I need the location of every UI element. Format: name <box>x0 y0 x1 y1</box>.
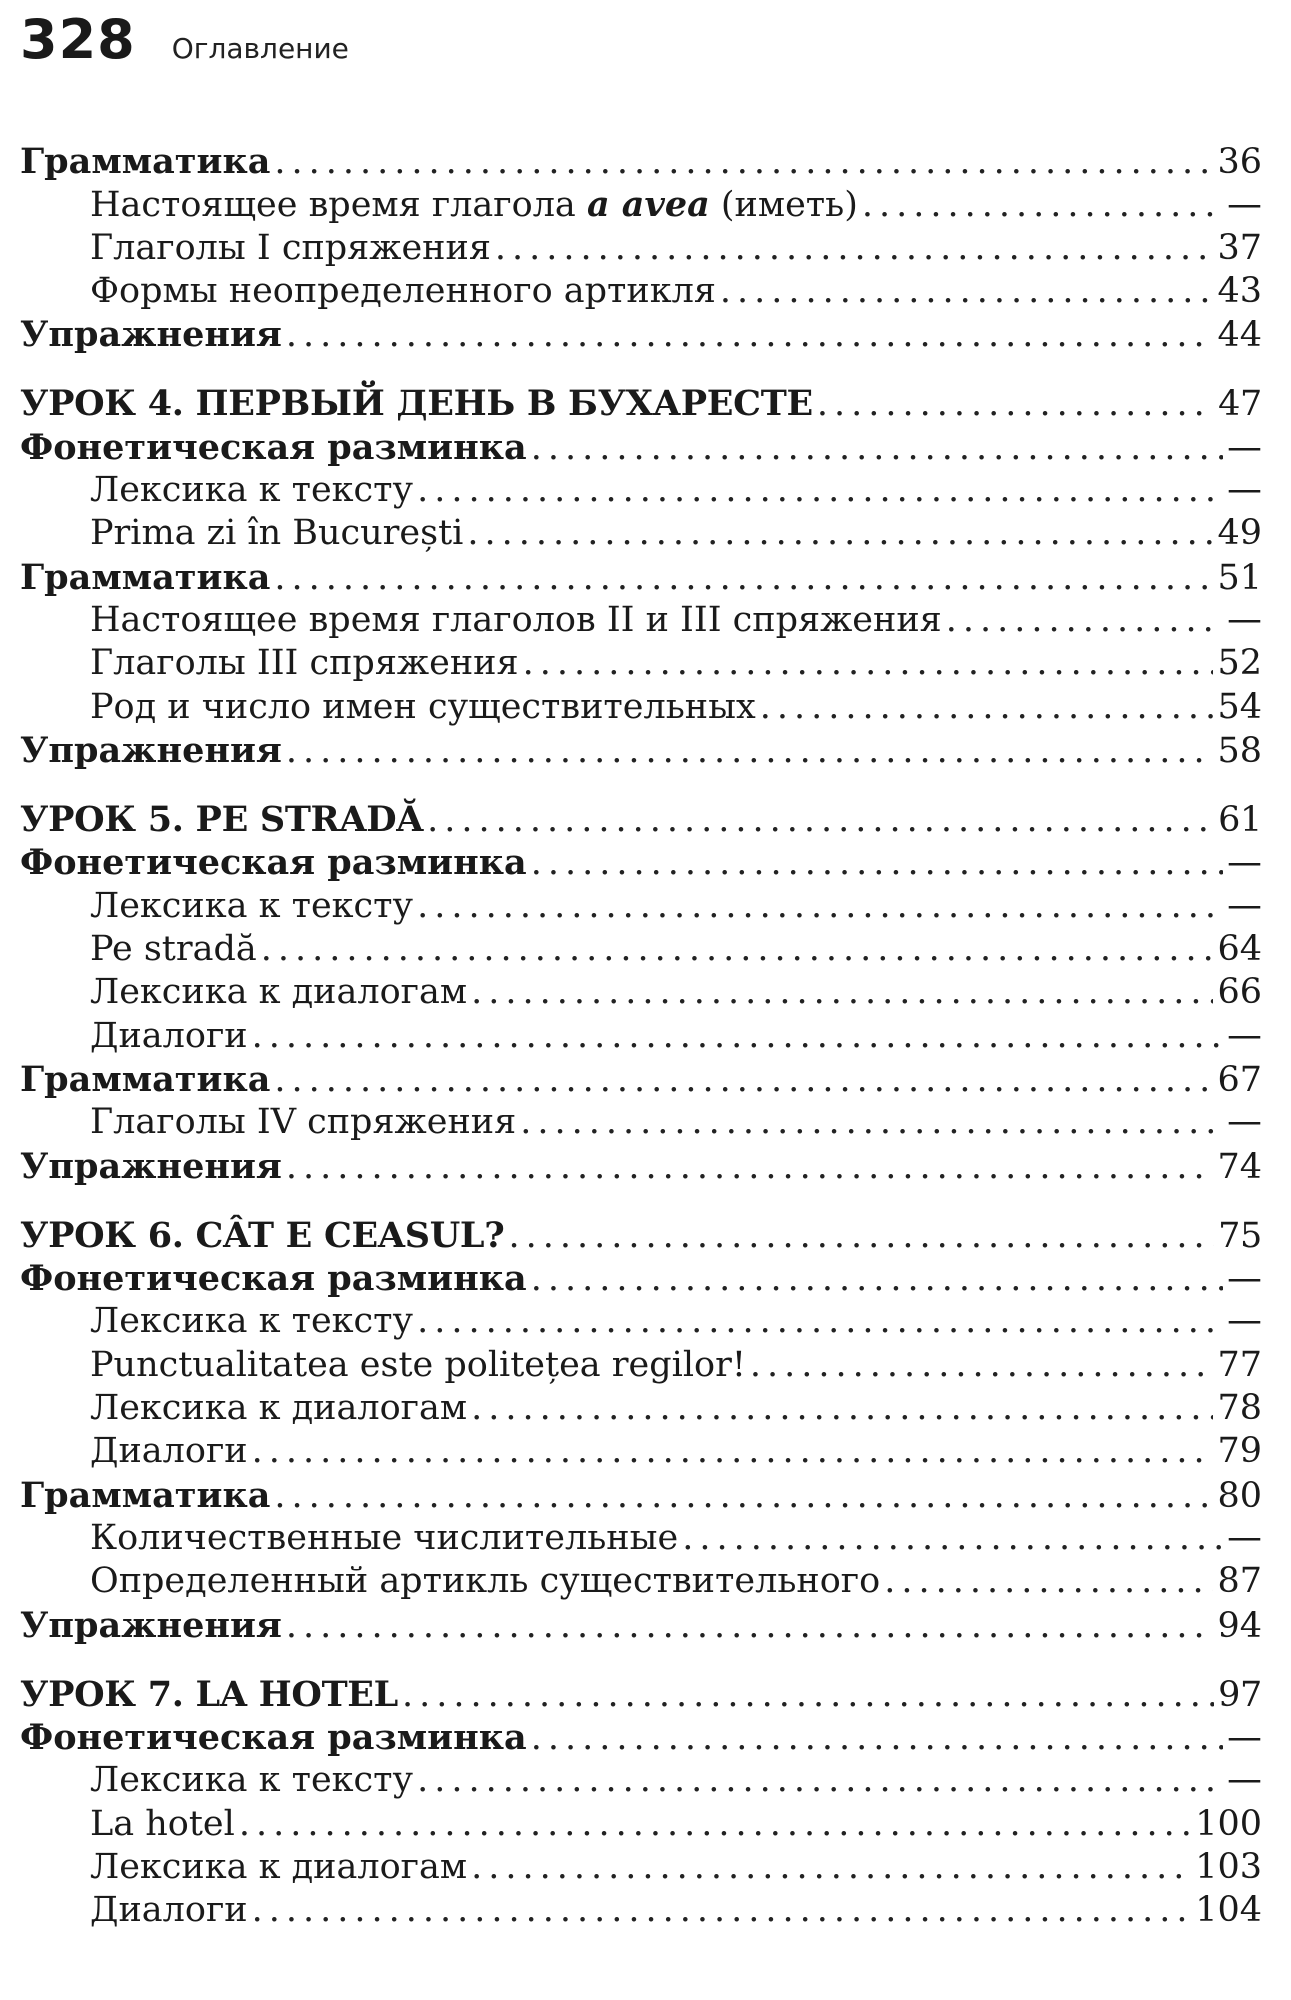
toc-page-number: — <box>1227 1015 1262 1056</box>
toc-section <box>20 140 1262 356</box>
toc-entry-text: Грамматика <box>20 556 271 598</box>
toc-heading <box>20 426 1262 469</box>
toc-page-number: — <box>1227 1760 1262 1801</box>
toc-page-number: 80 <box>1217 1475 1262 1516</box>
toc-entry-label <box>90 1430 248 1473</box>
toc-entry-text: Диалоги <box>90 1890 248 1931</box>
toc-entry-label <box>20 729 282 772</box>
dot-leader <box>750 1344 1214 1387</box>
toc-entry-text: Настоящее время глаголов II и III спряжения <box>90 599 942 640</box>
toc-entry-label <box>90 1846 467 1889</box>
toc-entry-label <box>20 798 423 841</box>
toc-entry-text: Грамматика <box>20 1058 271 1100</box>
toc-entry <box>20 1889 1262 1932</box>
dot-leader <box>471 1387 1213 1430</box>
toc-page-number: 100 <box>1195 1803 1262 1844</box>
toc-page-number: 44 <box>1217 315 1262 356</box>
toc-entry <box>20 512 1262 555</box>
toc-entry-label <box>20 382 813 425</box>
toc-page-number: 87 <box>1217 1561 1262 1602</box>
toc-entry-text-suffix: (иметь) <box>709 185 858 226</box>
toc-entry-text: Фонетическая разминка <box>20 842 527 884</box>
toc-lesson-heading <box>20 382 1262 425</box>
toc-entry-label <box>90 1300 413 1343</box>
toc-section <box>20 382 1262 772</box>
dot-leader <box>471 1846 1191 1889</box>
header-title: Оглавление <box>171 32 349 65</box>
dot-leader <box>274 557 1213 600</box>
dot-leader <box>520 1101 1223 1144</box>
toc-entry-text: Настоящее время глагола <box>90 185 576 226</box>
dot-leader <box>402 1674 1214 1717</box>
dot-leader <box>417 885 1223 928</box>
toc-entry-text: Фонетическая разминка <box>20 1717 527 1759</box>
toc-page-number: 79 <box>1217 1431 1262 1472</box>
toc-heading <box>20 556 1262 599</box>
toc-entry-text: Punctualitatea este politețea regilor! <box>90 1344 746 1385</box>
toc-page-number: 103 <box>1195 1846 1262 1887</box>
toc-entry <box>20 1846 1262 1889</box>
toc-page-number: — <box>1227 885 1262 926</box>
dot-leader <box>274 1475 1213 1518</box>
toc-entry <box>20 686 1262 729</box>
toc-entry <box>20 1387 1262 1430</box>
toc-entry <box>20 1759 1262 1802</box>
toc-entry-text: УРОК 4. ПЕРВЫЙ ДЕНЬ В БУХАРЕСТЕ <box>20 383 813 425</box>
toc-entry-label <box>90 1517 678 1560</box>
toc-entry-label <box>90 885 413 928</box>
dot-leader <box>531 842 1223 885</box>
toc-page-number: 78 <box>1217 1388 1262 1429</box>
dot-leader <box>531 1717 1223 1760</box>
toc-entry <box>20 469 1262 512</box>
toc-entry-text: Фонетическая разминка <box>20 426 527 468</box>
toc-entry <box>20 1803 1262 1846</box>
dot-leader <box>471 971 1213 1014</box>
toc-entry <box>20 270 1262 313</box>
toc-entry-text: Количественные числительные <box>90 1517 679 1558</box>
toc-page-number: — <box>1227 1718 1262 1759</box>
dot-leader <box>274 141 1213 184</box>
toc-entry <box>20 227 1262 270</box>
toc-entry-text: Лексика к тексту <box>90 470 414 511</box>
toc-entry-label <box>90 469 413 512</box>
toc-entry <box>20 1300 1262 1343</box>
dot-leader <box>417 1300 1223 1343</box>
toc-heading <box>20 1058 1262 1101</box>
toc-page-number: — <box>1227 1301 1262 1342</box>
toc-entry-label <box>20 1716 527 1759</box>
dot-leader <box>884 1560 1213 1603</box>
dot-leader <box>817 383 1214 426</box>
toc-page-number: 97 <box>1218 1674 1262 1715</box>
toc-entry-label <box>20 1604 282 1647</box>
toc-entry-label <box>90 1803 235 1846</box>
toc-entry-text: Упражнения <box>20 1145 282 1187</box>
toc-entry <box>20 183 1262 226</box>
toc-page-number: 49 <box>1217 513 1262 554</box>
toc-heading <box>20 1257 1262 1300</box>
toc-entry <box>20 642 1262 685</box>
toc-entry-text: Лексика к диалогам <box>90 1388 468 1429</box>
toc-heading <box>20 140 1262 183</box>
toc-entry-label <box>90 270 716 313</box>
dot-leader <box>467 512 1213 555</box>
toc-entry-label <box>20 1145 282 1188</box>
toc-entry-label <box>90 686 756 729</box>
dot-leader <box>427 799 1214 842</box>
toc-entry-text: Лексика к тексту <box>90 885 414 926</box>
dot-leader <box>720 270 1214 313</box>
toc-entry-text: Лексика к тексту <box>90 1301 414 1342</box>
toc-entry <box>20 885 1262 928</box>
toc-entry-text: Глаголы III спряжения <box>90 643 519 684</box>
toc-page-number: 43 <box>1217 270 1262 311</box>
toc-section <box>20 1673 1262 1933</box>
toc-entry-text: УРОК 7. LA HOTEL <box>20 1673 398 1715</box>
dot-leader <box>286 314 1214 357</box>
toc-entry-label <box>20 1058 270 1101</box>
toc-entry <box>20 1430 1262 1473</box>
toc-page-number: — <box>1227 185 1262 226</box>
toc-entry-label <box>90 227 491 270</box>
toc-entry-label <box>20 1214 504 1257</box>
toc-entry <box>20 971 1262 1014</box>
toc-entry-text: Лексика к диалогам <box>90 1846 468 1887</box>
dot-leader <box>417 469 1223 512</box>
toc-lesson-heading <box>20 1673 1262 1716</box>
toc-entry-text: Упражнения <box>20 314 282 356</box>
toc-entry-label <box>90 1015 248 1058</box>
toc-lesson-heading <box>20 1214 1262 1257</box>
toc-page-number: — <box>1227 470 1262 511</box>
dot-leader <box>682 1517 1223 1560</box>
toc-page-number: 74 <box>1217 1146 1262 1187</box>
toc-section <box>20 798 1262 1188</box>
dot-leader <box>417 1759 1223 1802</box>
dot-leader <box>946 599 1223 642</box>
toc-entry <box>20 1517 1262 1560</box>
toc-heading <box>20 729 1262 772</box>
dot-leader <box>286 1605 1214 1648</box>
running-header <box>20 8 349 71</box>
toc-entry-label <box>20 556 270 599</box>
toc-entry-text: Глаголы IV спряжения <box>90 1102 517 1143</box>
toc-page-number: 94 <box>1217 1605 1262 1646</box>
dot-leader <box>252 1889 1192 1932</box>
toc-entry-label <box>20 1673 398 1716</box>
toc-entry-label <box>90 928 257 971</box>
toc-entry <box>20 599 1262 642</box>
toc-entry-text: Грамматика <box>20 141 271 182</box>
toc-entry-label <box>90 971 467 1014</box>
toc-entry-label <box>90 642 519 685</box>
toc-page-number: — <box>1227 599 1262 640</box>
toc-entry-label <box>90 183 858 227</box>
toc-entry-italic-term: a avea <box>586 184 710 226</box>
toc-page-number: 75 <box>1218 1215 1262 1256</box>
dot-leader <box>531 427 1223 470</box>
dot-leader <box>239 1803 1191 1846</box>
toc-entry-text: УРОК 6. CÂT E CEASUL? <box>20 1214 505 1256</box>
toc-entry-text: Глаголы I спряжения <box>90 227 491 268</box>
toc-entry-text: Упражнения <box>20 729 282 771</box>
dot-leader <box>252 1015 1223 1058</box>
toc-entry <box>20 1560 1262 1603</box>
toc-entry-text: Род и число имен существительных <box>90 686 756 727</box>
toc-lesson-heading <box>20 798 1262 841</box>
dot-leader <box>286 730 1214 773</box>
toc-entry <box>20 928 1262 971</box>
toc-entry-text: УРОК 5. PE STRADĂ <box>20 799 424 841</box>
toc-entry-label <box>20 1257 527 1300</box>
toc-entry-text: Pe stradă <box>90 929 257 970</box>
toc-page-number: — <box>1227 427 1262 468</box>
toc-entry-label <box>20 1474 270 1517</box>
toc-entry-label <box>90 1889 248 1932</box>
dot-leader <box>252 1430 1214 1473</box>
toc-entry-label <box>90 1344 746 1387</box>
toc-heading <box>20 313 1262 356</box>
toc-entry <box>20 1015 1262 1058</box>
toc-heading <box>20 841 1262 884</box>
toc-page-number: 36 <box>1217 142 1262 182</box>
toc-page-number: — <box>1227 1102 1262 1143</box>
dot-leader <box>508 1215 1214 1258</box>
toc-page-number: 104 <box>1195 1890 1262 1931</box>
dot-leader <box>523 642 1214 685</box>
toc-entry <box>20 1344 1262 1387</box>
toc-page-number: 51 <box>1217 557 1262 598</box>
toc-entry <box>20 1101 1262 1144</box>
toc-page-number: 64 <box>1217 929 1262 970</box>
toc-section <box>20 1214 1262 1647</box>
toc-page-number: 47 <box>1218 384 1262 425</box>
toc-entry-label <box>20 140 270 183</box>
toc-page-number: — <box>1227 843 1262 884</box>
toc-page-number: 67 <box>1217 1059 1262 1100</box>
toc-entry-label <box>20 841 527 884</box>
toc-page-number: 37 <box>1217 227 1262 268</box>
toc-page-number: — <box>1227 1259 1262 1300</box>
toc-heading <box>20 1474 1262 1517</box>
toc-page-number: — <box>1227 1517 1262 1558</box>
toc-heading <box>20 1145 1262 1188</box>
toc-entry-text: La hotel <box>90 1803 235 1844</box>
dot-leader <box>495 227 1214 270</box>
toc-page-number: 66 <box>1217 972 1262 1013</box>
dot-leader <box>760 686 1214 729</box>
dot-leader <box>274 1059 1213 1102</box>
dot-leader <box>862 184 1223 227</box>
dot-leader <box>531 1258 1223 1301</box>
toc-entry-label <box>90 512 463 555</box>
toc-page-number: 61 <box>1218 800 1262 841</box>
toc-heading <box>20 1716 1262 1759</box>
toc-entry-text: Лексика к диалогам <box>90 972 468 1013</box>
page-number: 328 <box>20 8 136 71</box>
toc-page-number: 77 <box>1217 1344 1262 1385</box>
dot-leader <box>261 928 1214 971</box>
toc-page-number: 52 <box>1217 643 1262 684</box>
toc-entry-text: Фонетическая разминка <box>20 1258 527 1300</box>
toc-entry-text: Определенный артикль существительного <box>90 1561 881 1602</box>
toc-heading <box>20 1604 1262 1647</box>
toc-entry-text: Упражнения <box>20 1604 282 1646</box>
toc-entry-label <box>90 599 942 642</box>
toc-entry-label <box>90 1387 467 1430</box>
table-of-contents <box>20 140 1262 1959</box>
toc-entry-text: Формы неопределенного артикля <box>90 270 716 311</box>
toc-entry-label <box>90 1759 413 1802</box>
toc-entry-text: Диалоги <box>90 1015 248 1056</box>
toc-entry-text: Лексика к тексту <box>90 1760 414 1801</box>
toc-page-number: 58 <box>1217 730 1262 771</box>
toc-entry-label <box>20 313 282 356</box>
toc-entry-label <box>20 426 527 469</box>
toc-entry-text: Диалоги <box>90 1431 248 1472</box>
toc-entry-text: Prima zi în București <box>90 513 464 554</box>
dot-leader <box>286 1146 1214 1189</box>
toc-entry-label <box>90 1560 880 1603</box>
toc-entry-label <box>90 1101 516 1144</box>
toc-entry-text: Грамматика <box>20 1474 271 1516</box>
toc-page-number: 54 <box>1217 686 1262 727</box>
